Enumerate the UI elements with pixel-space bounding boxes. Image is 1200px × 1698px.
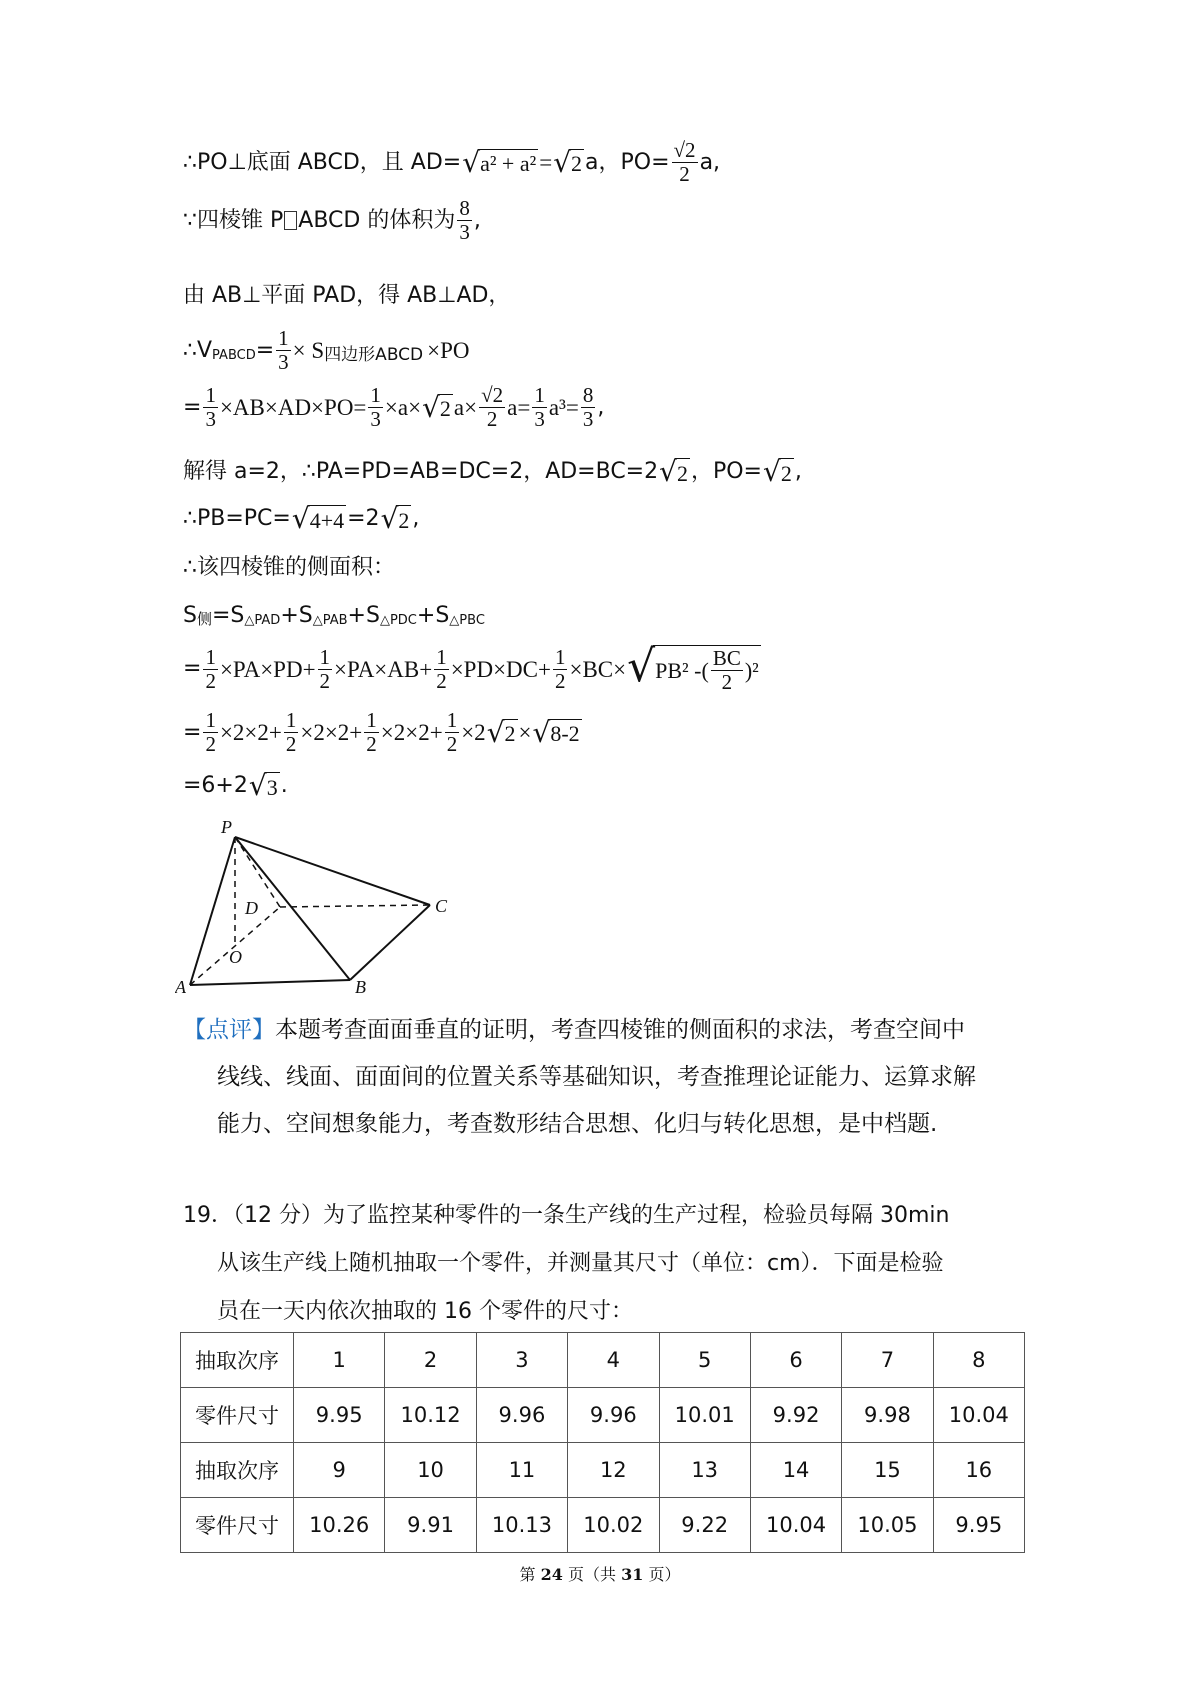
- line-text: 由 AB⊥平面 PAD，得 AB⊥AD，: [183, 283, 511, 308]
- review-comment: [183, 1007, 1028, 1148]
- sqrt-expression: √ 4+4: [291, 502, 345, 535]
- line-text: ×: [518, 720, 532, 745]
- label-o: O: [229, 947, 242, 967]
- row-header-cell: 零件尺寸: [181, 1388, 294, 1443]
- solution-line-6: [183, 455, 802, 488]
- solution-line-10: = $\frac{1}{2}$ ×PA×PD+ $\frac{1}{2}$ ×PA×AB+ $\frac{1}{2}$ ×PD×DC+ $\frac{1}{2}$ ×BC× √ PB² -( $\frac{BC}{2}$ )²: [183, 641, 759, 694]
- label-d: D: [245, 898, 258, 918]
- edge-ab: [190, 980, 350, 985]
- table-row: [181, 1443, 1025, 1498]
- fraction: $\frac{1}{2}$: [554, 644, 566, 693]
- fraction: $\frac{1}{2}$: [319, 644, 331, 693]
- line-text: .: [280, 773, 288, 798]
- table-cell: 9: [294, 1443, 385, 1498]
- line-text: × S: [292, 338, 325, 363]
- line-text: ,: [412, 506, 420, 531]
- fraction: $\frac{1}{3}$: [278, 326, 289, 374]
- solution-line-2: [183, 198, 481, 243]
- table-cell: 10.02: [568, 1498, 659, 1553]
- sqrt-expression: √ 8-2: [532, 715, 580, 749]
- solution-line-8: [183, 557, 395, 579]
- sqrt-expression: √ 2: [380, 502, 410, 535]
- question-line: 员在一天内依次抽取的 16 个零件的尺寸：: [217, 1299, 633, 1324]
- line-text: 解得 a=2，∴PA=PD=AB=DC=2，AD=BC=2: [183, 459, 659, 484]
- table-cell: 2: [385, 1333, 476, 1388]
- table-cell: 9.96: [476, 1388, 567, 1443]
- table-cell: 9.22: [659, 1498, 750, 1553]
- sqrt-expression: √ PB² -( $\frac{BC}{2}$ )²: [627, 641, 759, 694]
- line-text: ∴PO⊥底面 ABCD，且 AD=: [183, 149, 462, 175]
- comment-tag: 【点评】: [183, 1017, 275, 1043]
- solution-line-11: = $\frac{1}{2}$ ×2×2+ $\frac{1}{2}$ ×2×2+ $\frac{1}{2}$ ×2×2+ $\frac{1}{2}$ ×2 √ 2 × √ 8-2: [183, 708, 580, 756]
- line-text: ×PA×PD+: [219, 656, 316, 682]
- table-cell: 11: [476, 1443, 567, 1498]
- table-row: [181, 1388, 1025, 1443]
- table-cell: 9.92: [750, 1388, 841, 1443]
- table-cell: 13: [659, 1443, 750, 1498]
- solution-line-4: [183, 328, 470, 373]
- line-text: ×PO: [427, 338, 470, 363]
- subscript: 侧: [196, 610, 212, 628]
- fraction: $\frac{1}{2}$: [205, 708, 216, 756]
- fraction: $\frac{√2}{2}$: [481, 383, 504, 431]
- sqrt-expression: √ 3: [248, 769, 278, 802]
- line-text: a=: [507, 395, 531, 420]
- edge-dc: [280, 905, 430, 907]
- line-text: ×PA×AB+: [334, 656, 433, 682]
- line-text: ×BC×: [569, 656, 627, 682]
- subscript: PABCD: [212, 348, 256, 363]
- question-line: 从该生产线上随机抽取一个零件，并测量其尺寸（单位：cm）．下面是检验: [217, 1251, 944, 1276]
- line-text: ×AB×AD×PO=: [219, 395, 367, 420]
- table-cell: 10.26: [294, 1498, 385, 1553]
- page-number: 24: [540, 1565, 563, 1584]
- fraction: $\frac{1}{3}$: [370, 383, 381, 431]
- table-cell: 10.12: [385, 1388, 476, 1443]
- line-text: a³=: [548, 395, 579, 420]
- table-cell: 16: [933, 1443, 1024, 1498]
- table-cell: 15: [842, 1443, 933, 1498]
- line-text: =2: [347, 506, 380, 531]
- measurement-table: [180, 1332, 1025, 1553]
- page-footer: 第 24 页（共 31 页）: [519, 1565, 681, 1584]
- table-cell: 9.96: [568, 1388, 659, 1443]
- comment-line: 线线、线面、面面间的位置关系等基础知识，考查推理论证能力、运算求解: [217, 1064, 976, 1090]
- solution-line-12: [183, 769, 288, 802]
- equals-sign: =: [539, 150, 553, 175]
- sqrt-expression: √ 2: [763, 455, 792, 488]
- table-cell: 1: [294, 1333, 385, 1388]
- fraction: $\frac{1}{2}$: [366, 708, 377, 756]
- page-total: 31: [621, 1565, 644, 1584]
- table-cell: 4: [568, 1333, 659, 1388]
- table-cell: 9.95: [933, 1498, 1024, 1553]
- table-cell: 9.91: [385, 1498, 476, 1553]
- table-cell: 6: [750, 1333, 841, 1388]
- fraction: $\frac{1}{3}$: [205, 383, 216, 431]
- fraction: $\frac{8}{3}$: [582, 383, 594, 431]
- line-text: ×2×2+: [380, 720, 443, 745]
- table-row: [181, 1498, 1025, 1553]
- subscript: △PAD: [244, 613, 281, 628]
- line-text: ∵四棱锥 P: [183, 207, 284, 233]
- line-text: ,: [794, 459, 802, 484]
- table-cell: 10.04: [933, 1388, 1024, 1443]
- table-cell: 10.05: [842, 1498, 933, 1553]
- missing-glyph-box: [284, 211, 297, 230]
- table-cell: 10: [385, 1443, 476, 1498]
- table-cell: 8: [933, 1333, 1024, 1388]
- sqrt-expression: √ 2: [422, 390, 451, 424]
- label-p: P: [221, 817, 232, 837]
- line-text: =6+2: [183, 773, 248, 798]
- row-header-cell: 零件尺寸: [181, 1498, 294, 1553]
- table-cell: 5: [659, 1333, 750, 1388]
- fraction: $\frac{1}{2}$: [285, 708, 297, 756]
- sqrt-expression: √ 2: [659, 455, 688, 488]
- line-text: ∴PB=PC=: [183, 506, 291, 531]
- line-text: ×a×: [384, 395, 422, 420]
- row-header-cell: 抽取次序: [181, 1443, 294, 1498]
- solution-line-3: [183, 285, 510, 307]
- label-b: B: [355, 977, 366, 995]
- line-text: a×: [453, 395, 478, 420]
- label-c: C: [435, 896, 448, 916]
- solution-line-7: [183, 502, 420, 535]
- fraction: $\frac{1}{2}$: [446, 708, 458, 756]
- line-text: ×2×2+: [300, 720, 363, 745]
- line-text: ，PO=: [690, 459, 762, 484]
- line-text: ,: [473, 207, 481, 233]
- table-cell: 10.13: [476, 1498, 567, 1553]
- table-cell: 3: [476, 1333, 567, 1388]
- line-text: ×2×2+: [219, 720, 282, 745]
- question-19: [183, 1192, 1033, 1336]
- fraction: $\frac{1}{3}$: [534, 383, 545, 431]
- solution-line-9: S 侧 =S △PAD +S △PAB +S △PDC +S △PBC: [183, 602, 485, 628]
- subscript: △PBC: [449, 613, 485, 628]
- table-row: [181, 1333, 1025, 1388]
- label-a: A: [175, 977, 186, 995]
- fraction: $\frac{1}{2}$: [205, 644, 216, 693]
- subscript: △PDC: [379, 613, 417, 628]
- table-cell: 7: [842, 1333, 933, 1388]
- row-header-cell: 抽取次序: [181, 1333, 294, 1388]
- line-text: ×2: [461, 720, 486, 745]
- line-text: ABCD 的体积为: [298, 207, 456, 233]
- fraction: $\frac{8}{3}$: [459, 196, 470, 244]
- solution-line-1: [183, 140, 720, 185]
- edge-pc: [235, 837, 430, 905]
- comment-line: 本题考查面面垂直的证明，考查四棱锥的侧面积的求法，考查空间中: [275, 1017, 965, 1043]
- line-text: a,: [699, 149, 721, 175]
- equals-sign: =: [255, 337, 275, 363]
- line-text: a，PO=: [585, 149, 670, 175]
- subscript: 四边形ABCD: [324, 345, 424, 365]
- table-cell: 10.04: [750, 1498, 841, 1553]
- sqrt-expression: √ 2: [553, 145, 583, 179]
- edge-pd: [235, 837, 280, 907]
- table-cell: 9.98: [842, 1388, 933, 1443]
- fraction: $\frac{√2}{2}$: [673, 138, 696, 186]
- sqrt-expression: √ 2: [486, 715, 516, 749]
- table-cell: 10.01: [659, 1388, 750, 1443]
- table-cell: 12: [568, 1443, 659, 1498]
- solution-line-5: = $\frac{1}{3}$ ×AB×AD×PO= $\frac{1}{3}$ ×a× √ 2 a× $\frac{√2}{2}$ a= $\frac{1}{3}$ a³= $\frac{8}{3}$ ,: [183, 383, 605, 431]
- subscript: △PAB: [312, 613, 348, 628]
- question-line: 19．（12 分）为了监控某种零件的一条生产线的生产过程，检验员每隔 30min: [183, 1203, 950, 1228]
- fraction: $\frac{1}{2}$: [436, 644, 447, 693]
- comment-line: 能力、空间想象能力，考查数形结合思想、化归与转化思想，是中档题.: [217, 1111, 938, 1137]
- line-text: ∴该四棱锥的侧面积：: [183, 555, 395, 580]
- table-cell: 14: [750, 1443, 841, 1498]
- line-text: ×PD×DC+: [450, 656, 551, 682]
- table-cell: 9.95: [294, 1388, 385, 1443]
- pyramid-figure: [175, 815, 465, 995]
- edge-bc: [350, 905, 430, 980]
- sqrt-expression: √ a² + a²: [462, 145, 537, 179]
- line-text: ∴V: [183, 337, 213, 363]
